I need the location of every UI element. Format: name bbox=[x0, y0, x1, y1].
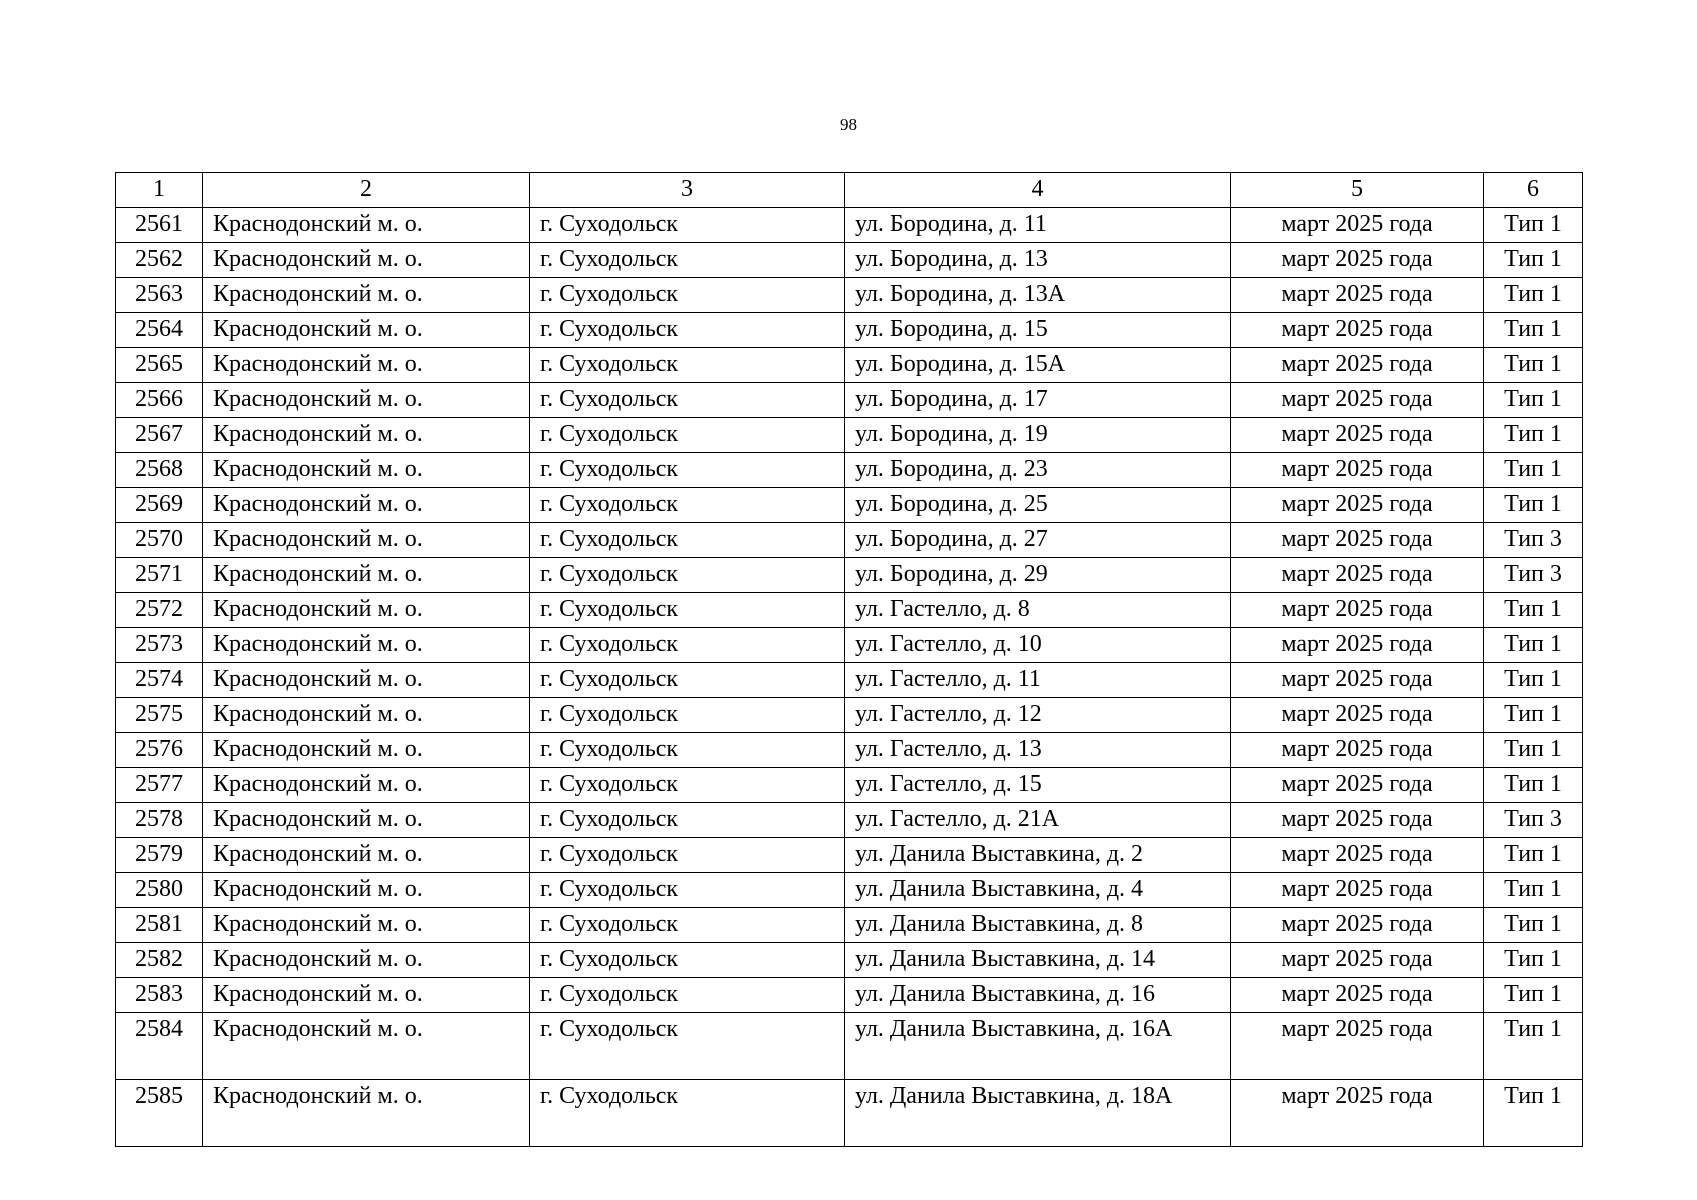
date-cell: март 2025 года bbox=[1231, 313, 1484, 348]
row-number: 2579 bbox=[116, 838, 203, 873]
city-cell: г. Суходольск bbox=[530, 978, 845, 1013]
type-cell: Тип 1 bbox=[1484, 313, 1583, 348]
date-cell: март 2025 года bbox=[1231, 768, 1484, 803]
type-cell: Тип 1 bbox=[1484, 348, 1583, 383]
row-number: 2585 bbox=[116, 1080, 203, 1147]
date-cell: март 2025 года bbox=[1231, 838, 1484, 873]
district-cell: Краснодонский м. о. bbox=[203, 348, 530, 383]
row-number: 2568 bbox=[116, 453, 203, 488]
date-cell: март 2025 года bbox=[1231, 1080, 1484, 1147]
row-number: 2584 bbox=[116, 1013, 203, 1080]
district-cell: Краснодонский м. о. bbox=[203, 313, 530, 348]
type-cell: Тип 1 bbox=[1484, 978, 1583, 1013]
district-cell: Краснодонский м. о. bbox=[203, 698, 530, 733]
date-cell: март 2025 года bbox=[1231, 593, 1484, 628]
type-cell: Тип 1 bbox=[1484, 383, 1583, 418]
table-row bbox=[116, 873, 1583, 908]
city-cell: г. Суходольск bbox=[530, 768, 845, 803]
type-cell: Тип 1 bbox=[1484, 278, 1583, 313]
district-cell: Краснодонский м. о. bbox=[203, 733, 530, 768]
table-row bbox=[116, 943, 1583, 978]
address-cell: ул. Бородина, д. 13А bbox=[845, 278, 1231, 313]
district-cell: Краснодонский м. о. bbox=[203, 1013, 530, 1080]
row-number: 2563 bbox=[116, 278, 203, 313]
page-number: 98 bbox=[840, 115, 857, 134]
city-cell: г. Суходольск bbox=[530, 453, 845, 488]
address-cell: ул. Бородина, д. 29 bbox=[845, 558, 1231, 593]
column-header: 1 bbox=[116, 173, 203, 208]
column-header: 3 bbox=[530, 173, 845, 208]
address-cell: ул. Данила Выставкина, д. 8 bbox=[845, 908, 1231, 943]
type-cell: Тип 3 bbox=[1484, 558, 1583, 593]
date-cell: март 2025 года bbox=[1231, 628, 1484, 663]
city-cell: г. Суходольск bbox=[530, 418, 845, 453]
row-number: 2564 bbox=[116, 313, 203, 348]
row-number: 2574 bbox=[116, 663, 203, 698]
city-cell: г. Суходольск bbox=[530, 838, 845, 873]
table-body bbox=[116, 208, 1583, 1147]
type-cell: Тип 1 bbox=[1484, 243, 1583, 278]
district-cell: Краснодонский м. о. bbox=[203, 978, 530, 1013]
type-cell: Тип 1 bbox=[1484, 908, 1583, 943]
district-cell: Краснодонский м. о. bbox=[203, 908, 530, 943]
row-number: 2567 bbox=[116, 418, 203, 453]
table-row bbox=[116, 698, 1583, 733]
type-cell: Тип 1 bbox=[1484, 488, 1583, 523]
column-header: 6 bbox=[1484, 173, 1583, 208]
city-cell: г. Суходольск bbox=[530, 523, 845, 558]
address-cell: ул. Гастелло, д. 13 bbox=[845, 733, 1231, 768]
address-cell: ул. Гастелло, д. 11 bbox=[845, 663, 1231, 698]
date-cell: март 2025 года bbox=[1231, 208, 1484, 243]
date-cell: март 2025 года bbox=[1231, 278, 1484, 313]
address-cell: ул. Бородина, д. 23 bbox=[845, 453, 1231, 488]
date-cell: март 2025 года bbox=[1231, 453, 1484, 488]
address-cell: ул. Гастелло, д. 12 bbox=[845, 698, 1231, 733]
city-cell: г. Суходольск bbox=[530, 1013, 845, 1080]
address-cell: ул. Бородина, д. 15 bbox=[845, 313, 1231, 348]
table-row bbox=[116, 208, 1583, 243]
row-number: 2569 bbox=[116, 488, 203, 523]
address-cell: ул. Бородина, д. 11 bbox=[845, 208, 1231, 243]
date-cell: март 2025 года bbox=[1231, 908, 1484, 943]
type-cell: Тип 3 bbox=[1484, 803, 1583, 838]
address-cell: ул. Данила Выставкина, д. 2 bbox=[845, 838, 1231, 873]
table-row bbox=[116, 1080, 1583, 1147]
address-cell: ул. Бородина, д. 25 bbox=[845, 488, 1231, 523]
city-cell: г. Суходольск bbox=[530, 698, 845, 733]
table-row bbox=[116, 628, 1583, 663]
type-cell: Тип 1 bbox=[1484, 453, 1583, 488]
district-cell: Краснодонский м. о. bbox=[203, 278, 530, 313]
date-cell: март 2025 года bbox=[1231, 733, 1484, 768]
table-row bbox=[116, 348, 1583, 383]
date-cell: март 2025 года bbox=[1231, 488, 1484, 523]
district-cell: Краснодонский м. о. bbox=[203, 768, 530, 803]
row-number: 2571 bbox=[116, 558, 203, 593]
date-cell: март 2025 года bbox=[1231, 383, 1484, 418]
district-cell: Краснодонский м. о. bbox=[203, 1080, 530, 1147]
table-row bbox=[116, 278, 1583, 313]
table-row bbox=[116, 733, 1583, 768]
city-cell: г. Суходольск bbox=[530, 593, 845, 628]
city-cell: г. Суходольск bbox=[530, 348, 845, 383]
address-cell: ул. Гастелло, д. 8 bbox=[845, 593, 1231, 628]
date-cell: март 2025 года bbox=[1231, 943, 1484, 978]
city-cell: г. Суходольск bbox=[530, 943, 845, 978]
district-cell: Краснодонский м. о. bbox=[203, 418, 530, 453]
table-row bbox=[116, 418, 1583, 453]
city-cell: г. Суходольск bbox=[530, 663, 845, 698]
date-cell: март 2025 года bbox=[1231, 243, 1484, 278]
row-number: 2561 bbox=[116, 208, 203, 243]
table-row bbox=[116, 558, 1583, 593]
type-cell: Тип 1 bbox=[1484, 628, 1583, 663]
district-cell: Краснодонский м. о. bbox=[203, 523, 530, 558]
table-row bbox=[116, 313, 1583, 348]
row-number: 2580 bbox=[116, 873, 203, 908]
date-cell: март 2025 года bbox=[1231, 978, 1484, 1013]
city-cell: г. Суходольск bbox=[530, 488, 845, 523]
table-row bbox=[116, 803, 1583, 838]
date-cell: март 2025 года bbox=[1231, 873, 1484, 908]
date-cell: март 2025 года bbox=[1231, 523, 1484, 558]
address-cell: ул. Гастелло, д. 10 bbox=[845, 628, 1231, 663]
row-number: 2565 bbox=[116, 348, 203, 383]
district-cell: Краснодонский м. о. bbox=[203, 488, 530, 523]
row-number: 2582 bbox=[116, 943, 203, 978]
table-row bbox=[116, 663, 1583, 698]
city-cell: г. Суходольск bbox=[530, 558, 845, 593]
address-cell: ул. Данила Выставкина, д. 16 bbox=[845, 978, 1231, 1013]
type-cell: Тип 1 bbox=[1484, 418, 1583, 453]
city-cell: г. Суходольск bbox=[530, 628, 845, 663]
type-cell: Тип 1 bbox=[1484, 943, 1583, 978]
row-number: 2583 bbox=[116, 978, 203, 1013]
district-cell: Краснодонский м. о. bbox=[203, 558, 530, 593]
district-cell: Краснодонский м. о. bbox=[203, 593, 530, 628]
address-cell: ул. Бородина, д. 27 bbox=[845, 523, 1231, 558]
table-row bbox=[116, 593, 1583, 628]
type-cell: Тип 1 bbox=[1484, 208, 1583, 243]
address-cell: ул. Бородина, д. 15А bbox=[845, 348, 1231, 383]
row-number: 2577 bbox=[116, 768, 203, 803]
district-cell: Краснодонский м. о. bbox=[203, 803, 530, 838]
address-cell: ул. Бородина, д. 17 bbox=[845, 383, 1231, 418]
type-cell: Тип 1 bbox=[1484, 1013, 1583, 1080]
date-cell: март 2025 года bbox=[1231, 1013, 1484, 1080]
table-row bbox=[116, 908, 1583, 943]
column-header: 4 bbox=[845, 173, 1231, 208]
table-header-row bbox=[116, 173, 1583, 208]
table-row bbox=[116, 488, 1583, 523]
row-number: 2572 bbox=[116, 593, 203, 628]
row-number: 2581 bbox=[116, 908, 203, 943]
table-row bbox=[116, 523, 1583, 558]
address-cell: ул. Гастелло, д. 15 bbox=[845, 768, 1231, 803]
district-cell: Краснодонский м. о. bbox=[203, 838, 530, 873]
table-row bbox=[116, 383, 1583, 418]
city-cell: г. Суходольск bbox=[530, 243, 845, 278]
district-cell: Краснодонский м. о. bbox=[203, 243, 530, 278]
column-header: 2 bbox=[203, 173, 530, 208]
city-cell: г. Суходольск bbox=[530, 278, 845, 313]
type-cell: Тип 1 bbox=[1484, 768, 1583, 803]
table-row bbox=[116, 978, 1583, 1013]
date-cell: март 2025 года bbox=[1231, 698, 1484, 733]
city-cell: г. Суходольск bbox=[530, 733, 845, 768]
city-cell: г. Суходольск bbox=[530, 908, 845, 943]
address-cell: ул. Данила Выставкина, д. 18А bbox=[845, 1080, 1231, 1147]
city-cell: г. Суходольск bbox=[530, 383, 845, 418]
district-cell: Краснодонский м. о. bbox=[203, 383, 530, 418]
row-number: 2578 bbox=[116, 803, 203, 838]
table-row bbox=[116, 1013, 1583, 1080]
row-number: 2576 bbox=[116, 733, 203, 768]
city-cell: г. Суходольск bbox=[530, 208, 845, 243]
district-cell: Краснодонский м. о. bbox=[203, 943, 530, 978]
city-cell: г. Суходольск bbox=[530, 1080, 845, 1147]
city-cell: г. Суходольск bbox=[530, 873, 845, 908]
date-cell: март 2025 года bbox=[1231, 558, 1484, 593]
row-number: 2566 bbox=[116, 383, 203, 418]
table-row bbox=[116, 838, 1583, 873]
type-cell: Тип 1 bbox=[1484, 873, 1583, 908]
address-cell: ул. Данила Выставкина, д. 4 bbox=[845, 873, 1231, 908]
type-cell: Тип 1 bbox=[1484, 1080, 1583, 1147]
type-cell: Тип 1 bbox=[1484, 593, 1583, 628]
address-cell: ул. Бородина, д. 19 bbox=[845, 418, 1231, 453]
address-cell: ул. Данила Выставкина, д. 14 bbox=[845, 943, 1231, 978]
district-cell: Краснодонский м. о. bbox=[203, 663, 530, 698]
date-cell: март 2025 года bbox=[1231, 803, 1484, 838]
table-row bbox=[116, 243, 1583, 278]
type-cell: Тип 1 bbox=[1484, 838, 1583, 873]
row-number: 2575 bbox=[116, 698, 203, 733]
district-cell: Краснодонский м. о. bbox=[203, 453, 530, 488]
district-cell: Краснодонский м. о. bbox=[203, 628, 530, 663]
type-cell: Тип 1 bbox=[1484, 698, 1583, 733]
column-header: 5 bbox=[1231, 173, 1484, 208]
row-number: 2570 bbox=[116, 523, 203, 558]
district-cell: Краснодонский м. о. bbox=[203, 873, 530, 908]
table-row bbox=[116, 768, 1583, 803]
date-cell: март 2025 года bbox=[1231, 418, 1484, 453]
type-cell: Тип 3 bbox=[1484, 523, 1583, 558]
row-number: 2573 bbox=[116, 628, 203, 663]
address-cell: ул. Данила Выставкина, д. 16А bbox=[845, 1013, 1231, 1080]
city-cell: г. Суходольск bbox=[530, 803, 845, 838]
address-cell: ул. Гастелло, д. 21А bbox=[845, 803, 1231, 838]
type-cell: Тип 1 bbox=[1484, 663, 1583, 698]
table-row bbox=[116, 453, 1583, 488]
district-cell: Краснодонский м. о. bbox=[203, 208, 530, 243]
city-cell: г. Суходольск bbox=[530, 313, 845, 348]
type-cell: Тип 1 bbox=[1484, 733, 1583, 768]
row-number: 2562 bbox=[116, 243, 203, 278]
address-cell: ул. Бородина, д. 13 bbox=[845, 243, 1231, 278]
date-cell: март 2025 года bbox=[1231, 348, 1484, 383]
date-cell: март 2025 года bbox=[1231, 663, 1484, 698]
address-table bbox=[115, 172, 1583, 1147]
